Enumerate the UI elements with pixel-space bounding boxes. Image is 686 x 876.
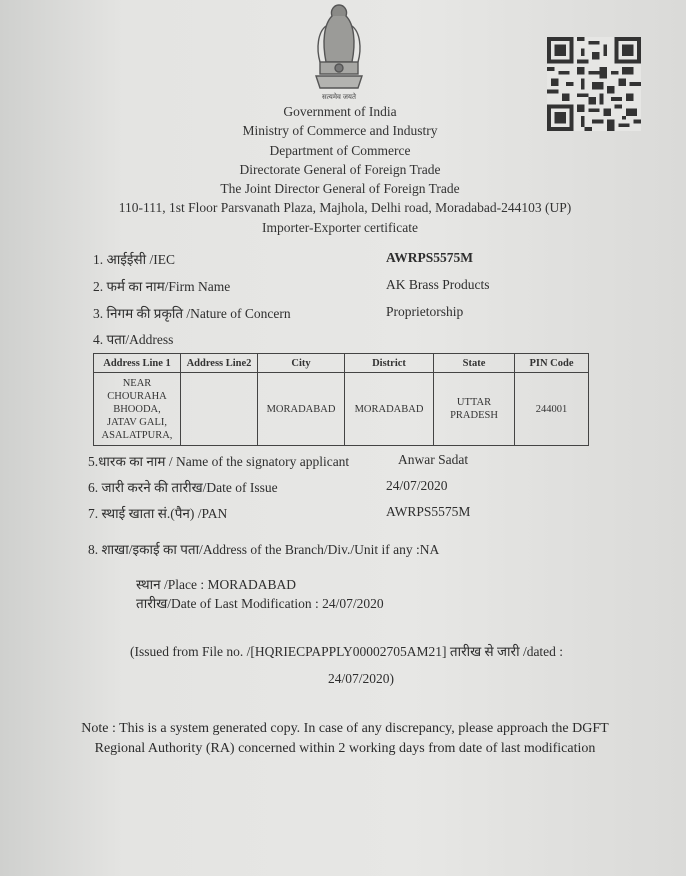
national-emblem-icon xyxy=(306,2,372,94)
state-part: PRADESH xyxy=(450,410,498,421)
header-address: 110-111, 1st Floor Parsvanath Plaza, Majhola, Delhi road, Moradabad-244103 (UP) xyxy=(118,200,572,215)
firm-name-label: 2. फर्म का नाम/Firm Name xyxy=(93,279,231,294)
address-table-header xyxy=(94,354,589,373)
issued-from-date: 24/07/2020) xyxy=(328,671,394,686)
address-line1-part: CHOURAHA xyxy=(107,390,167,402)
city-cell: MORADABAD xyxy=(258,373,345,446)
iec-value: AWRPS5575M xyxy=(386,250,473,265)
address-line1-cell xyxy=(94,373,181,446)
table-row xyxy=(94,373,589,446)
header-directorate: Directorate General of Foreign Trade xyxy=(239,162,441,177)
state-part: UTTAR xyxy=(456,397,492,408)
header-district: District xyxy=(345,354,434,373)
branch-address: 8. शाखा/इकाई का पता/Address of the Branch/Div./Unit if any :NA xyxy=(88,542,440,557)
header-state: State xyxy=(434,354,515,373)
signatory-label: 5.धारक का नाम / Name of the signatory applicant xyxy=(88,454,350,469)
header-address-line2: Address Line2 xyxy=(181,354,258,373)
address-line1-part: NEAR xyxy=(122,377,152,389)
certificate-title: Importer-Exporter certificate xyxy=(261,220,418,235)
issued-from-file: (Issued from File no. /[HQRIECPAPPLY00002705AM21] तारीख से जारी /dated : xyxy=(130,644,564,659)
address-line1-part: ASALATPURA, xyxy=(101,429,173,441)
header-joint-director: The Joint Director General of Foreign Trade xyxy=(220,181,460,196)
place: स्थान /Place : MORADABAD xyxy=(136,577,296,592)
header-department: Department of Commerce xyxy=(269,143,411,158)
note-line1: Note : This is a system generated copy. In case of any discrepancy, please approach the DGFT xyxy=(81,721,609,736)
address-line1-part: JATAV GALI, xyxy=(106,416,168,428)
firm-name-value: AK Brass Products xyxy=(386,277,490,292)
state-cell xyxy=(434,373,515,446)
address-line1-part: BHOODA, xyxy=(113,403,161,415)
district-cell: MORADABAD xyxy=(345,373,434,446)
header-address-line1: Address Line 1 xyxy=(94,354,181,373)
pan-value: AWRPS5575M xyxy=(386,504,471,519)
header-ministry: Ministry of Commerce and Industry xyxy=(242,123,438,138)
nature-value: Proprietorship xyxy=(386,304,464,319)
last-modification-date: तारीख/Date of Last Modification : 24/07/2020 xyxy=(136,596,384,611)
address-table xyxy=(93,353,589,446)
signatory-value: Anwar Sadat xyxy=(398,452,469,467)
address-label: 4. पता/Address xyxy=(93,332,174,347)
emblem-motto: सत्यमेव जयते xyxy=(322,93,356,101)
note-line2: Regional Authority (RA) concerned within 2 working days from date of last modification xyxy=(94,741,596,756)
header-pin-code: PIN Code xyxy=(515,354,589,373)
pin-cell: 244001 xyxy=(515,373,589,446)
header-government: Government of India xyxy=(283,104,397,119)
header-city: City xyxy=(258,354,345,373)
iec-label: 1. आईईसी /IEC xyxy=(93,252,176,267)
issue-date-label: 6. जारी करने की तारीख/Date of Issue xyxy=(88,480,278,495)
address-line2-cell xyxy=(181,373,258,446)
pan-label: 7. स्थाई खाता सं.(पैन) /PAN xyxy=(88,506,228,521)
nature-label: 3. निगम की प्रकृति /Nature of Concern xyxy=(93,306,291,321)
issue-date-value: 24/07/2020 xyxy=(386,478,448,493)
